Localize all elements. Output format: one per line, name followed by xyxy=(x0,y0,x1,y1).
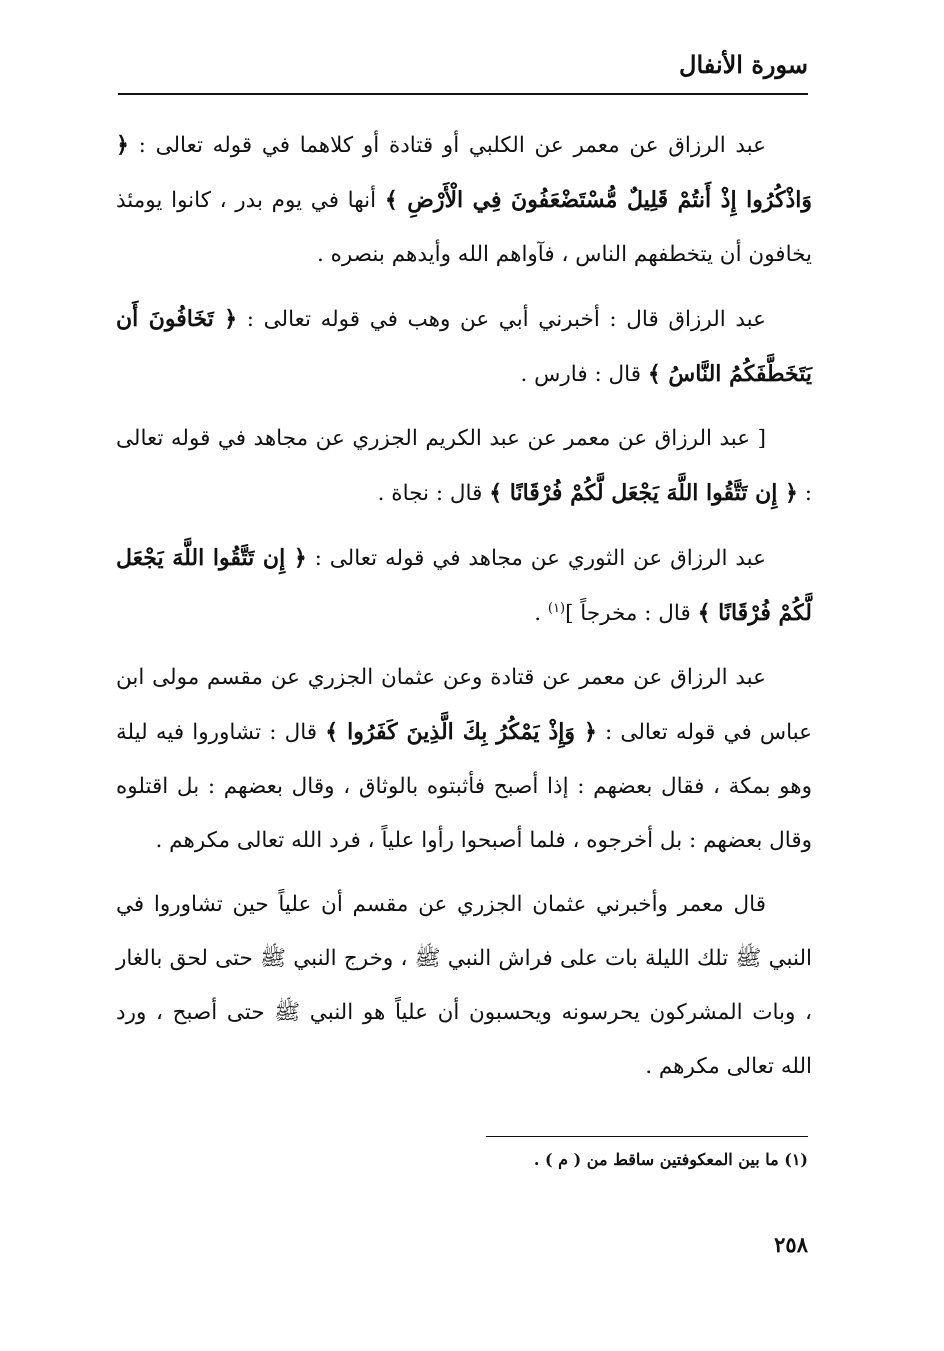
quran-verse: ﴿ وَاذْكُرُوا إِذْ أَنتُمْ قَلِيلٌ مُّسْتَضْعَفُونَ فِي الْأَرْضِ ﴾ xyxy=(116,132,812,213)
text: قال : نجاة . xyxy=(377,481,490,506)
text: [ عبد الرزاق عن معمر عن عبد الكريم الجزري عن مجاهد في قوله تعالى : xyxy=(116,426,812,506)
text: قال معمر وأخبرني عثمان الجزري عن مقسم أن علياً حين تشاوروا في النبي ﷺ تلك الليلة بات على فراش النبي ﷺ ، وخرج النبي ﷺ حتى لحق بالغار ، وبات المشركون يحرسونه ويحسبون أن علياً هو النبي ﷺ حتى أصبح ، ورد الله تعالى مكرهم . xyxy=(116,892,812,1079)
paragraph-6 xyxy=(116,878,812,1094)
paragraph-3 xyxy=(116,412,812,521)
quran-verse: ﴿ وَإِذْ يَمْكُرُ بِكَ الَّذِينَ كَفَرُوا ﴾ xyxy=(325,719,597,745)
footnote: (١) ما بين المعكوفتين ساقط من ( م ) . xyxy=(533,1150,808,1169)
text: عبد الرزاق قال : أخبرني أبي عن وهب في قوله تعالى : xyxy=(237,307,767,332)
paragraph-2 xyxy=(116,292,812,402)
text: قال : مخرجاً ] xyxy=(565,601,698,626)
quran-verse: ﴿ إِن تَتَّقُوا اللَّهَ يَجْعَل لَّكُمْ فُرْقَانًا ﴾ xyxy=(489,480,798,506)
text: . xyxy=(534,601,548,626)
paragraph-1 xyxy=(116,118,812,282)
text: أنها في يوم بدر ، كانوا يومئذ يخافون أن يتخطفهم الناس ، فآواهم الله وأيدهم بنصره . xyxy=(116,188,812,267)
quran-verse: ﴿ إِن تَتَّقُوا اللَّهَ يَجْعَل لَّكُمْ فُرْقَانًا ﴾ xyxy=(116,545,812,626)
text: قال : تشاوروا فيه ليلة وهو بمكة ، فقال بعضهم : إذا أصبح فأثبتوه بالوثاق ، وقال بعضهم : بل اقتلوه وقال بعضهم : بل أخرجوه ، فلما أصبحوا رأوا علياً ، فرد الله تعالى مكرهم . xyxy=(116,720,812,853)
paragraph-4 xyxy=(116,531,812,641)
footnote-rule xyxy=(486,1136,808,1137)
paragraph-5 xyxy=(116,651,812,868)
quran-verse: ﴿ تَخَافُونَ أَن يَتَخَطَّفَكُمُ النَّاسُ ﴾ xyxy=(116,306,812,387)
text: عبد الرزاق عن معمر عن قتادة وعن عثمان الجزري عن مقسم مولى ابن عباس في قوله تعالى : xyxy=(116,665,812,745)
header-rule xyxy=(118,93,808,95)
text: عبد الرزاق عن الثوري عن مجاهد في قوله تعالى : xyxy=(306,546,766,571)
footnote-reference: (١) xyxy=(547,600,566,616)
text: عبد الرزاق عن معمر عن الكلبي أو قتادة أو كلاهما في قوله تعالى : xyxy=(128,133,766,158)
text: قال : فارس . xyxy=(520,362,648,387)
page-number: ٢٥٨ xyxy=(774,1232,808,1257)
running-header: سورة الأنفال xyxy=(679,50,808,79)
main-text xyxy=(116,118,812,1104)
